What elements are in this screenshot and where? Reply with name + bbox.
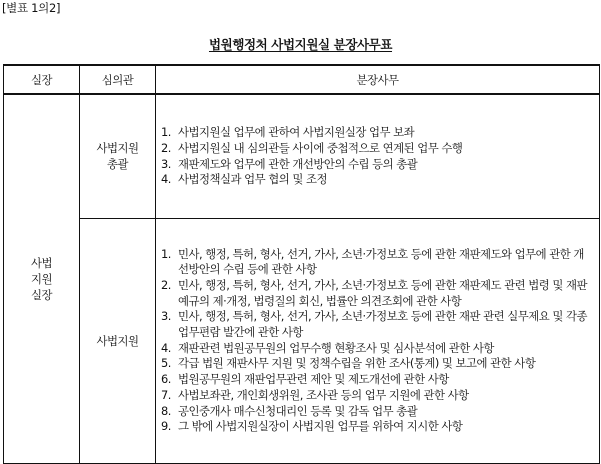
item-number: 9. bbox=[161, 419, 171, 434]
document-title bbox=[0, 35, 601, 53]
list-item bbox=[161, 419, 593, 435]
item-text: 사법보좌관, 개인회생위원, 조사관 등의 업무 지원에 관한 사항 bbox=[178, 387, 469, 402]
item-text: 사법지원실 내 심의관들 사이에 중첩적으로 연계된 업무 수행 bbox=[178, 141, 463, 156]
item-text: 재판관련 법원공무원의 업무수행 현황조사 및 심사분석에 관한 사항 bbox=[178, 340, 494, 355]
officer-cell bbox=[80, 218, 156, 464]
item-number: 1. bbox=[161, 246, 171, 261]
duties-cell bbox=[156, 218, 600, 464]
duties-cell bbox=[156, 94, 600, 218]
item-text: 각급 법원 재판사무 지원 및 정책수립을 위한 조사(통계) 및 보고에 관한 사항 bbox=[178, 356, 536, 371]
item-text: 민사, 행정, 특허, 형사, 선거, 가사, 소년·가정보호 등에 관한 재판 관련 실무제요 및 각종 업무편람 발간에 관한 사항 bbox=[178, 309, 588, 340]
item-number: 6. bbox=[161, 372, 171, 387]
item-number: 8. bbox=[161, 403, 171, 418]
header-row bbox=[4, 65, 600, 94]
officer-cell bbox=[80, 94, 156, 218]
list-item bbox=[161, 356, 593, 372]
director-line: 사법 bbox=[30, 256, 52, 270]
item-number: 1. bbox=[161, 125, 171, 140]
officer-line: 사법지원 bbox=[96, 141, 139, 156]
list-item bbox=[161, 404, 593, 420]
header-officer: 심의관 bbox=[80, 65, 156, 94]
header-duties: 분장사무 bbox=[156, 65, 600, 94]
item-number: 5. bbox=[161, 356, 171, 371]
item-number: 7. bbox=[161, 387, 171, 402]
item-number: 3. bbox=[161, 309, 171, 324]
table-row bbox=[4, 218, 600, 464]
item-text: 재판제도와 업무에 관한 개선방안의 수립 등의 총괄 bbox=[178, 156, 418, 171]
director-cell bbox=[4, 94, 80, 464]
item-text: 그 밖에 사법지원실장이 사법지원 업무를 위하여 지시한 사항 bbox=[178, 419, 463, 434]
director-line: 지원 bbox=[30, 272, 52, 286]
item-text: 사법정책실과 업무 협의 및 조정 bbox=[178, 172, 328, 187]
item-number: 2. bbox=[161, 141, 171, 156]
list-item bbox=[161, 372, 593, 388]
officer-line: 총괄 bbox=[106, 157, 128, 172]
item-text: 공인중개사 매수신청대리인 등록 및 감독 업무 총괄 bbox=[178, 403, 418, 418]
item-text: 사법지원실 업무에 관하여 사법지원실장 업무 보좌 bbox=[178, 125, 415, 140]
list-item bbox=[161, 278, 593, 309]
list-item bbox=[161, 309, 593, 340]
table-row bbox=[4, 94, 600, 218]
item-text: 법원공무원의 재판업무관련 제안 및 제도개선에 관한 사항 bbox=[178, 372, 449, 387]
annex-label: [별표 1의2] bbox=[2, 1, 61, 15]
item-number: 2. bbox=[161, 277, 171, 292]
duties-list bbox=[156, 245, 599, 437]
item-text: 민사, 행정, 특허, 형사, 선거, 가사, 소년·가정보호 등에 관한 재판제도와 업무에 관한 개선방안의 수립 등에 관한 사항 bbox=[178, 246, 584, 277]
list-item bbox=[161, 341, 593, 357]
list-item bbox=[161, 125, 593, 141]
director-line: 실장 bbox=[30, 288, 52, 302]
list-item bbox=[161, 172, 593, 188]
list-item bbox=[161, 157, 593, 173]
item-number: 3. bbox=[161, 156, 171, 171]
list-item bbox=[161, 141, 593, 157]
duties-table bbox=[3, 64, 600, 464]
item-number: 4. bbox=[161, 340, 171, 355]
item-text: 민사, 행정, 특허, 형사, 선거, 가사, 소년·가정보호 등에 관한 재판제도 관련 법령 및 재판예규의 제·개정, 법령질의 회신, 법률안 의견조회에 관한 사항 bbox=[178, 277, 588, 308]
duties-list bbox=[156, 122, 599, 190]
header-director: 실장 bbox=[4, 65, 80, 94]
list-item bbox=[161, 388, 593, 404]
title-text: 법원행정처 사법지원실 분장사무표 bbox=[208, 37, 393, 52]
list-item bbox=[161, 247, 593, 278]
item-number: 4. bbox=[161, 172, 171, 187]
officer-line: 사법지원 bbox=[96, 333, 139, 348]
